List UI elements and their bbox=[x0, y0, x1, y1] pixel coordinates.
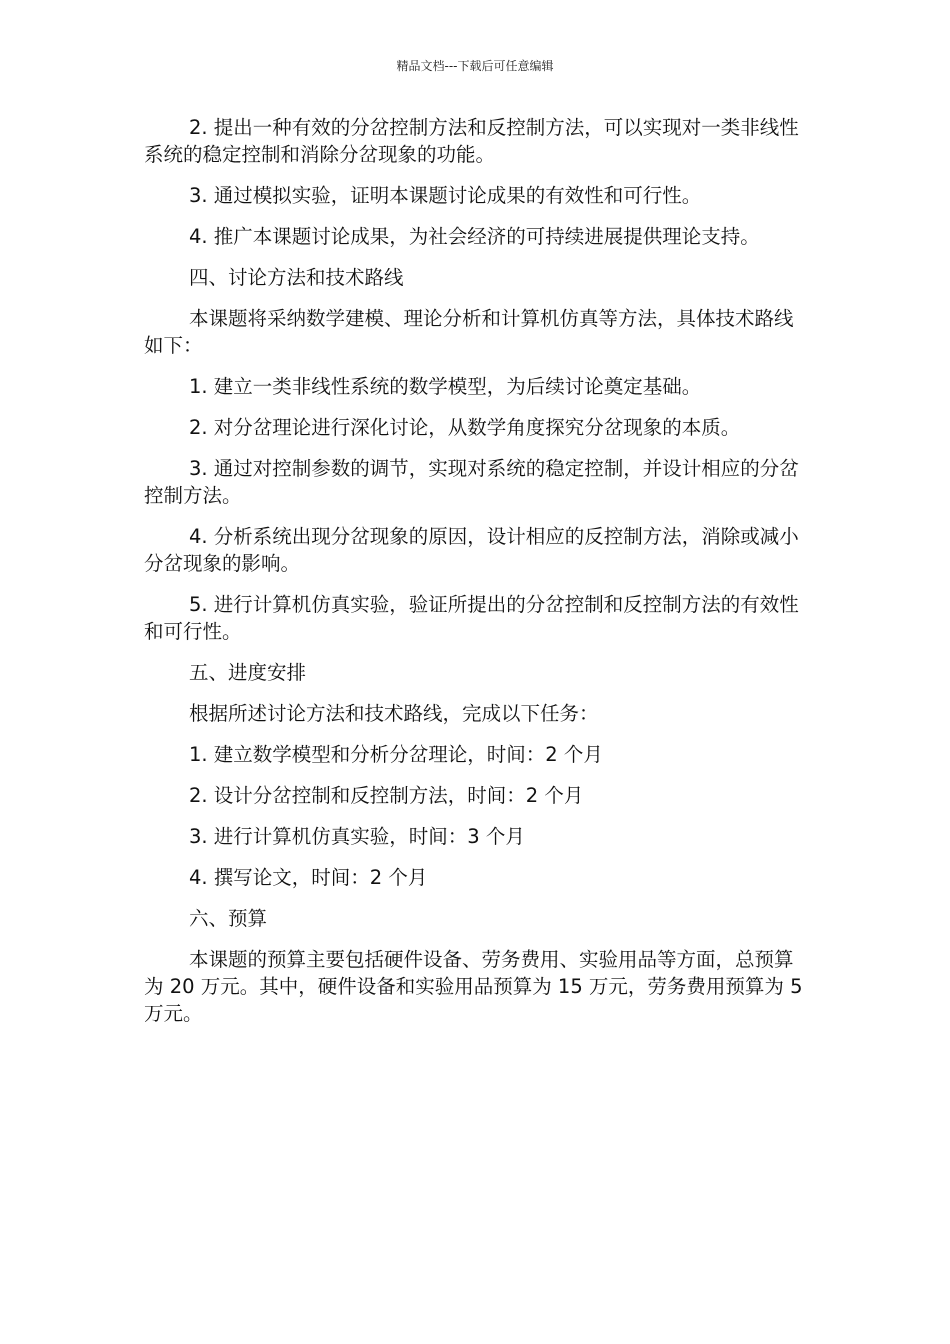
schedule-item-4: 4. 撰写论文，时间：2 个月 bbox=[189, 866, 428, 889]
method-step-4: 4. 分析系统出现分岔现象的原因，设计相应的反控制方法，消除或减小分岔现象的影响。 bbox=[144, 525, 799, 575]
method-step-2: 2. 对分岔理论进行深化讨论，从数学角度探究分岔现象的本质。 bbox=[189, 416, 741, 439]
schedule-item-2: 2. 设计分岔控制和反控制方法，时间：2 个月 bbox=[189, 784, 584, 807]
objective-item-3: 3. 通过模拟实验，证明本课题讨论成果的有效性和可行性。 bbox=[189, 184, 702, 207]
objective-item-4: 4. 推广本课题讨论成果，为社会经济的可持续进展提供理论支持。 bbox=[189, 225, 760, 248]
budget-paragraph: 本课题的预算主要包括硬件设备、劳务费用、实验用品等方面，总预算为 20 万元。其中，硬件设备和实验用品预算为 15 万元，劳务费用预算为 5 万元。 bbox=[144, 948, 803, 1025]
objective-item-2: 2. 提出一种有效的分岔控制方法和反控制方法，可以实现对一类非线性系统的稳定控制和消除分岔现象的功能。 bbox=[144, 116, 799, 166]
schedule-intro: 根据所述讨论方法和技术路线，完成以下任务： bbox=[189, 702, 599, 725]
schedule-item-3: 3. 进行计算机仿真实验，时间：3 个月 bbox=[189, 825, 525, 848]
method-step-5: 5. 进行计算机仿真实验，验证所提出的分岔控制和反控制方法的有效性和可行性。 bbox=[144, 593, 799, 643]
schedule-item-1: 1. 建立数学模型和分析分岔理论，时间：2 个月 bbox=[189, 743, 603, 766]
section-heading-budget: 六、预算 bbox=[189, 907, 268, 930]
section-heading-methods: 四、讨论方法和技术路线 bbox=[189, 266, 404, 289]
section-heading-schedule: 五、进度安排 bbox=[189, 661, 307, 684]
document-body bbox=[144, 114, 804, 1027]
methods-intro: 本课题将采纳数学建模、理论分析和计算机仿真等方法，具体技术路线如下： bbox=[144, 307, 794, 357]
method-step-1: 1. 建立一类非线性系统的数学模型，为后续讨论奠定基础。 bbox=[189, 375, 702, 398]
method-step-3: 3. 通过对控制参数的调节，实现对系统的稳定控制，并设计相应的分岔控制方法。 bbox=[144, 457, 799, 507]
page-header: 精品文档---下载后可任意编辑 bbox=[396, 59, 554, 73]
